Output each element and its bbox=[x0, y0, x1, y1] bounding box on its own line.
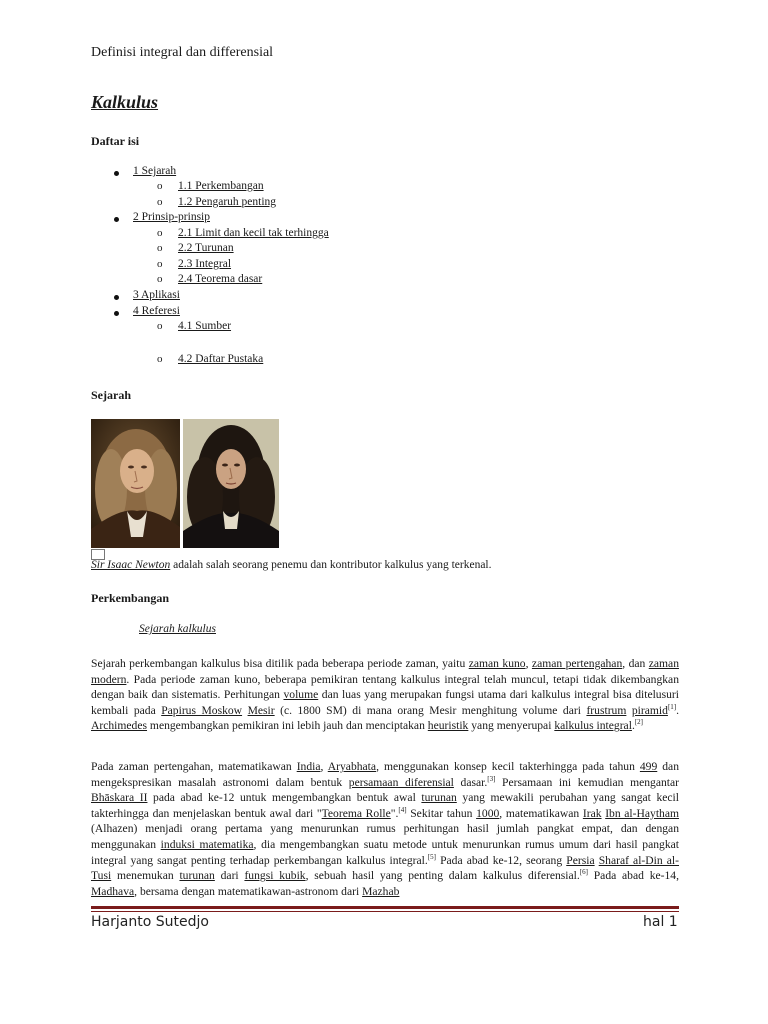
section-heading-perkembangan: Perkembangan bbox=[91, 591, 169, 605]
toc-item[interactable]: 1.2 Pengaruh penting bbox=[178, 196, 277, 208]
bullet-icon bbox=[114, 217, 119, 222]
toc-item[interactable]: 2.2 Turunan bbox=[178, 242, 234, 254]
article-title: Kalkulus bbox=[91, 92, 159, 112]
circle-bullet-icon: o bbox=[157, 180, 163, 192]
footer-rule-thin bbox=[91, 911, 679, 912]
section-heading-sejarah: Sejarah bbox=[91, 388, 131, 402]
toc-item[interactable]: 3 Aplikasi bbox=[133, 289, 180, 301]
toc-item[interactable]: 4.1 Sumber bbox=[178, 320, 232, 332]
footer-author: Harjanto Sutedjo bbox=[91, 914, 209, 930]
toc-item[interactable]: 2.1 Limit dan kecil tak terhingga bbox=[178, 227, 329, 239]
circle-bullet-icon: o bbox=[157, 320, 163, 332]
circle-bullet-icon: o bbox=[157, 353, 163, 365]
toc-heading: Daftar isi bbox=[91, 134, 140, 148]
circle-bullet-icon: o bbox=[157, 196, 163, 208]
circle-bullet-icon: o bbox=[157, 273, 163, 285]
toc-item[interactable]: 2.3 Integral bbox=[178, 258, 232, 270]
newton-portrait bbox=[91, 419, 180, 548]
paragraph-1: Sejarah perkembangan kalkulus bisa ditilik pada beberapa periode zaman, yaitu zaman kuno, zaman pertengahan, dan zaman modern. Pada periode zaman kuno, beberapa pemikiran tentang kalkulus integral telah muncul, tetapi tidak dikembangkan dengan baik dan sistematis. Perhitungan volume dan luas yang merupakan fungsi utama dari kalkulus integral bisa ditelusuri kembali pada Papirus Moskow Mesir (c. 1800 SM) di mana orang Mesir menghitung volume dari frustrum piramid[1]. Archimedes mengembangkan pemikiran ini lebih jauh dan menciptakan heuristik yang menyerupai kalkulus integral.[2] bbox=[91, 657, 680, 733]
toc-item[interactable]: 4.2 Daftar Pustaka bbox=[178, 353, 264, 365]
toc-item[interactable]: 1.1 Perkembangan bbox=[178, 180, 264, 192]
toc-item[interactable]: 2 Prinsip-prinsip bbox=[133, 211, 210, 223]
circle-bullet-icon: o bbox=[157, 258, 163, 270]
footer-page-number: hal 1 bbox=[643, 914, 678, 930]
toc-item[interactable]: 1 Sejarah bbox=[133, 165, 177, 177]
footer-rule bbox=[91, 906, 679, 909]
circle-bullet-icon: o bbox=[157, 242, 163, 254]
toc-item[interactable]: 2.4 Teorema dasar bbox=[178, 273, 263, 285]
toc-item[interactable]: 4 Referesi bbox=[133, 305, 180, 317]
paragraph-2: Pada zaman pertengahan, matematikawan India, Aryabhata, menggunakan konsep kecil takterhingga pada tahun 499 dan mengekspresikan masalah astronomi dalam bentuk persamaan diferensial dasar.[3] Persamaan ini kemudian mengantar Bhāskara II pada abad ke-12 untuk mengembangkan bentuk awal turunan yang mewakili perubahan yang sangat kecil takterhingga dan menjelaskan bentuk awal dari "Teorema Rolle".[4] Sekitar tahun 1000, matematikawan Irak Ibn al-Haytham (Alhazen) menjadi orang pertama yang menurunkan rumus perhitungan hasil jumlah pangkat empat, dan dengan menggunakan induksi matematika, dia mengembangkan suatu metode untuk menurunkan rumus umum dari hasil pangkat integral yang sangat penting terhadap perkembangan kalkulus integral.[5] Pada abad ke-12, seorang Persia Sharaf al-Din al-Tusi menemukan turunan dari fungsi kubik, sebuah hasil yang penting dalam kalkulus diferensial.[6] Pada abad ke-14, Madhava, bersama dengan matematikawan-astronom dari Mazhab bbox=[91, 760, 680, 898]
page-header: Definisi integral dan differensial bbox=[91, 45, 274, 60]
leibniz-portrait bbox=[183, 419, 279, 548]
newton-link[interactable]: Sir Isaac Newton bbox=[91, 559, 171, 571]
bullet-icon bbox=[114, 295, 119, 300]
bullet-icon bbox=[114, 171, 119, 176]
circle-bullet-icon: o bbox=[157, 227, 163, 239]
bullet-icon bbox=[114, 311, 119, 316]
image-caption: Sir Isaac Newton adalah salah seorang penemu dan kontributor kalkulus yang terkenal. bbox=[91, 559, 492, 571]
sejarah-kalkulus-link[interactable]: Sejarah kalkulus bbox=[139, 623, 216, 635]
